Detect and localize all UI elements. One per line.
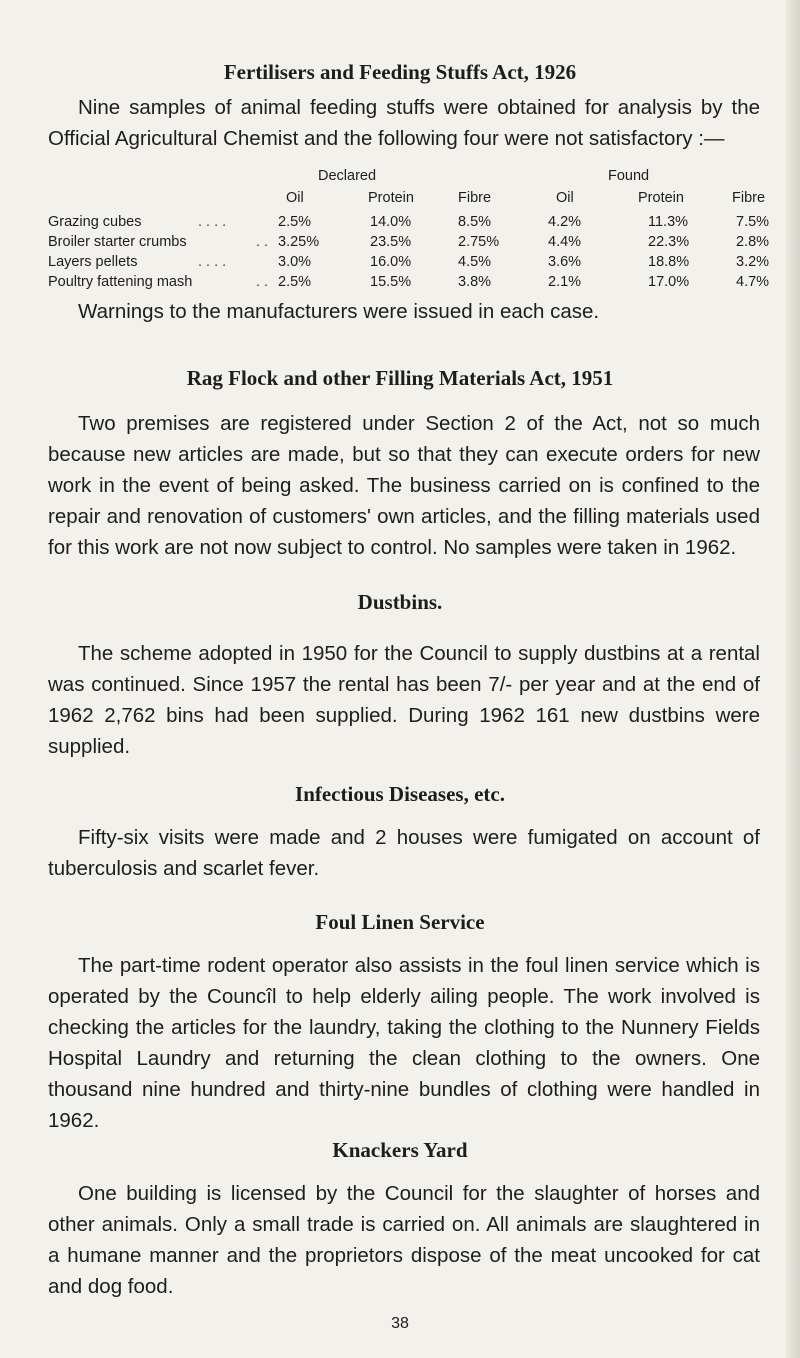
cell-declared-fibre: 2.75% <box>458 234 500 250</box>
foul-linen-body: The part-time rodent operator also assists in the foul linen service which is operated by the Councîl to help elderly ailing people. The work involved is checking the articles for the laundry, taking the clothing to the Nunnery Fields Hospital Laundry and returning the clean clothing to the owners. One thousand nine hundred and thirty-nine bundles of clothing were handled in 1962. <box>48 954 760 1132</box>
cell-found-fibre: 7.5% <box>736 214 770 230</box>
column-header: Protein <box>638 190 684 206</box>
cell-declared-oil: 3.25% <box>278 234 320 250</box>
cell-declared-fibre: 4.5% <box>458 254 492 270</box>
cell-found-oil: 3.6% <box>548 254 582 270</box>
row-label: Broiler starter crumbs <box>48 234 187 250</box>
cell-declared-protein: 23.5% <box>370 234 412 250</box>
cell-found-protein: 11.3% <box>648 214 689 230</box>
row-leader-dots: . . <box>256 234 269 250</box>
section-title-dustbins: Dustbins. <box>357 590 443 614</box>
section-title-foul-linen: Foul Linen Service <box>315 910 485 934</box>
cell-declared-protein: 14.0% <box>370 214 412 230</box>
column-header: Protein <box>368 190 414 206</box>
cell-declared-fibre: 8.5% <box>458 214 492 230</box>
cell-declared-oil: 2.5% <box>278 274 312 290</box>
cell-declared-protein: 16.0% <box>370 254 412 270</box>
row-leader-dots: . . <box>256 274 269 290</box>
group-found: Found <box>608 168 650 184</box>
cell-declared-oil: 3.0% <box>278 254 312 270</box>
section-title-knackers-yard: Knackers Yard <box>332 1138 468 1162</box>
cell-found-protein: 22.3% <box>648 234 690 250</box>
row-leader-dots: . . . . <box>198 214 227 230</box>
column-header: Oil <box>286 190 304 206</box>
group-declared: Declared <box>318 168 377 184</box>
fertilisers-footer: Warnings to the manufacturers were issued in each case. <box>78 300 600 323</box>
cell-found-oil: 4.2% <box>548 214 582 230</box>
row-leader-dots: . . . . <box>198 254 227 270</box>
infectious-diseases-body: Fifty-six visits were made and 2 houses were fumigated on account of tuberculosis and scarlet fever. <box>48 826 760 880</box>
section-title-infectious-diseases: Infectious Diseases, etc. <box>295 782 505 806</box>
table-column-header <box>48 190 768 210</box>
section-title-fertilisers: Fertilisers and Feeding Stuffs Act, 1926 <box>223 60 577 84</box>
column-header: Oil <box>556 190 574 206</box>
cell-declared-oil: 2.5% <box>278 214 312 230</box>
page-number: 38 <box>391 1315 409 1332</box>
dustbins-body: The scheme adopted in 1950 for the Council to supply dustbins at a rental was continued. Since 1957 the rental has been 7/- per year and at the end of 1962 2,762 bins had been supplied. During 1962 161 new dustbins were supplied. <box>48 642 760 758</box>
table-group-header <box>48 168 768 188</box>
cell-found-fibre: 2.8% <box>736 234 770 250</box>
table-row <box>48 214 768 234</box>
column-header: Fibre <box>458 190 492 206</box>
column-header: Fibre <box>732 190 766 206</box>
cell-found-fibre: 4.7% <box>736 274 770 290</box>
rag-flock-body: Two premises are registered under Section 2 of the Act, not so much because new articles are made, but so that they can execute orders for new work in the event of being asked. The business carried on is confined to the repair and renovation of customers' own articles, and the filling materials used for this work are not now subject to control. No samples were taken in 1962. <box>48 412 760 559</box>
cell-found-oil: 4.4% <box>548 234 582 250</box>
cell-found-protein: 18.8% <box>648 254 690 270</box>
cell-found-fibre: 3.2% <box>736 254 770 270</box>
row-label: Layers pellets <box>48 254 138 270</box>
cell-declared-protein: 15.5% <box>370 274 412 290</box>
cell-found-protein: 17.0% <box>648 274 690 290</box>
section-title-rag-flock: Rag Flock and other Filling Materials Act, 1951 <box>186 366 614 390</box>
fertilisers-intro: Nine samples of animal feeding stuffs were obtained for analysis by the Official Agricultural Chemist and the following four were not satisfactory :— <box>48 96 760 150</box>
cell-found-oil: 2.1% <box>548 274 582 290</box>
knackers-yard-body: One building is licensed by the Council for the slaughter of horses and other animals. Only a small trade is carried on. All animals are slaughtered in a humane manner and the proprietors dispose of the meat uncooked for cat and dog food. <box>48 1182 760 1298</box>
row-label: Grazing cubes <box>48 214 142 230</box>
table-row <box>48 274 768 294</box>
table-row <box>48 234 768 254</box>
table-row <box>48 254 768 274</box>
row-label: Poultry fattening mash <box>48 274 193 290</box>
cell-declared-fibre: 3.8% <box>458 274 492 290</box>
